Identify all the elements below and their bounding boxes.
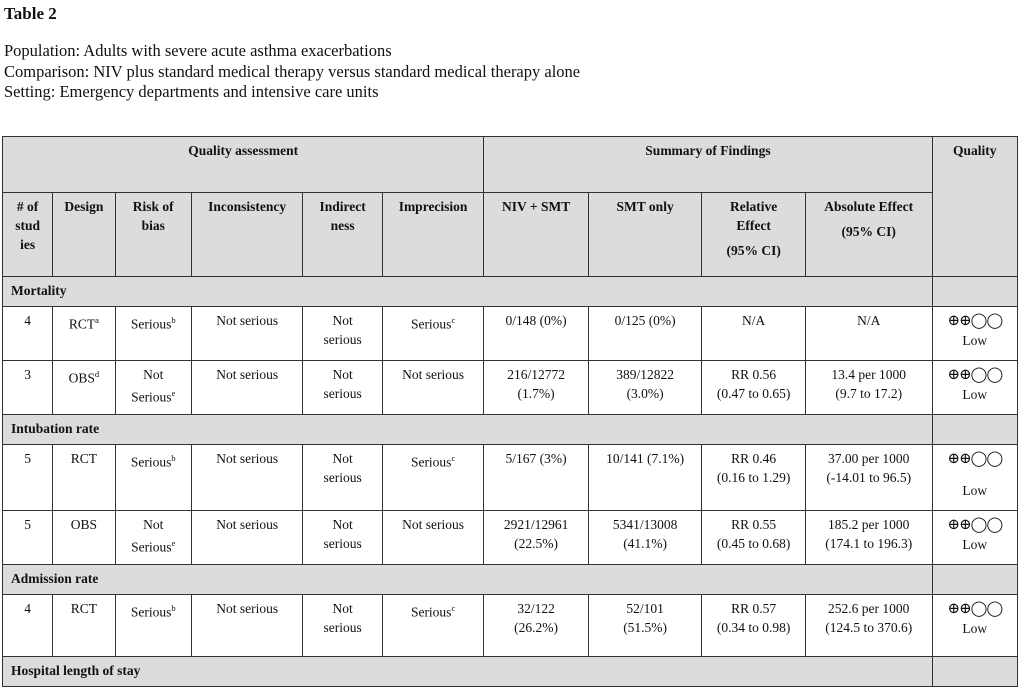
footnote-marker: c [451,603,456,613]
cell-niv-smt: 32/122 (26.2%) [484,595,589,657]
section-row [3,657,1018,687]
cell-indirectness: Not serious [303,511,382,565]
cell-quality [932,511,1017,565]
cell-indirectness: Not serious [303,307,382,361]
col-studies: # of stud ies [3,193,53,277]
cell-risk-of-bias: Serious$^b$ [115,595,191,657]
cell-inconsistency: Not serious [191,307,303,361]
cell-risk-of-bias: Not Serious$^e$ [115,511,191,565]
certainty-rating-icon: ⊕⊕◯◯ [947,451,1003,467]
cell-relative-effect: RR 0.55 (0.45 to 0.68) [702,511,805,565]
footnote-marker: e [171,538,176,548]
cell-design: OBS [53,511,115,565]
cell-absolute-effect: N/A [805,307,932,361]
footnote-marker: b [171,603,176,613]
table-row [3,361,1018,415]
cell-imprecision: Serious$^c$ [382,307,484,361]
col-niv: NIV + SMT [484,193,589,277]
table-row [3,307,1018,361]
cell-quality [932,595,1017,657]
group-header-row [3,137,1018,193]
cell-quality [932,445,1017,511]
cell-inconsistency: Not serious [191,511,303,565]
col-risk: Risk of bias [115,193,191,277]
footnote-marker: b [171,453,176,463]
cell-quality [932,361,1017,415]
cell-imprecision: Serious$^c$ [382,595,484,657]
certainty-rating-icon: ⊕⊕◯◯ [947,601,1003,617]
cell-quality [932,307,1017,361]
section-admission: Admission rate [3,565,933,595]
quality-label: Low [962,387,988,402]
col-design: Design [53,193,115,277]
cell-design: RCT [53,445,115,511]
cell-design: RCT$^a$ [53,307,115,361]
section-row [3,565,1018,595]
col-inconsistency: Inconsistency [191,193,303,277]
cell-absolute-effect: 13.4 per 1000 (9.7 to 17.2) [805,361,932,415]
certainty-rating-icon: ⊕⊕◯◯ [947,367,1003,383]
col-smt: SMT only [588,193,702,277]
cell-relative-effect: RR 0.57 (0.34 to 0.98) [702,595,805,657]
cell-smt-only: 0/125 (0%) [588,307,702,361]
cell-absolute-effect: 252.6 per 1000 (124.5 to 370.6) [805,595,932,657]
cell-relative-effect: RR 0.56 (0.47 to 0.65) [702,361,805,415]
quality-header: Quality [932,137,1017,277]
cell-niv-smt: 5/167 (3%) [484,445,589,511]
col-imprecision: Imprecision [382,193,484,277]
table-title: Table 2 [4,4,57,23]
cell-inconsistency: Not serious [191,595,303,657]
cell-relative-effect: N/A [702,307,805,361]
cell-studies: 5 [3,511,53,565]
cell-niv-smt: 2921/12961 (22.5%) [484,511,589,565]
cell-risk-of-bias: Not Serious$^e$ [115,361,191,415]
cell-indirectness: Not serious [303,361,382,415]
footnote-marker: d [94,369,100,379]
cell-imprecision: Not serious [382,511,484,565]
cell-studies: 5 [3,445,53,511]
footnote-marker: a [95,315,99,325]
cell-smt-only: 52/101 (51.5%) [588,595,702,657]
section-mortality: Mortality [3,277,933,307]
certainty-rating-icon: ⊕⊕◯◯ [947,517,1003,533]
cell-smt-only: 389/12822 (3.0%) [588,361,702,415]
cell-indirectness: Not serious [303,445,382,511]
cell-smt-only: 5341/13008 (41.1%) [588,511,702,565]
quality-label: Low [962,621,988,636]
cell-imprecision: Serious$^c$ [382,445,484,511]
cell-niv-smt: 216/12772 (1.7%) [484,361,589,415]
cell-studies: 4 [3,307,53,361]
setting-line: Setting: Emergency departments and intensive care units [4,82,379,101]
cell-absolute-effect: 37.00 per 1000 (-14.01 to 96.5) [805,445,932,511]
comparison-line: Comparison: NIV plus standard medical therapy versus standard medical therapy alone [4,61,581,81]
column-header-row [3,193,1018,277]
section-row [3,415,1018,445]
grade-table [2,136,1018,687]
certainty-rating-icon: ⊕⊕◯◯ [947,313,1003,329]
quality-assessment-header: Quality assessment [3,137,484,193]
cell-risk-of-bias: Serious$^b$ [115,445,191,511]
quality-label: Low [962,483,988,498]
footnote-marker: c [451,315,456,325]
table-row [3,595,1018,657]
cell-niv-smt: 0/148 (0%) [484,307,589,361]
section-los: Hospital length of stay [3,657,933,687]
section-row [3,277,1018,307]
table-row [3,511,1018,565]
footnote-marker: c [451,453,456,463]
population-line: Population: Adults with severe acute asthma exacerbations [4,41,392,60]
footnote-marker: e [171,388,176,398]
table-row [3,445,1018,511]
cell-imprecision: Not serious [382,361,484,415]
cell-risk-of-bias: Serious$^b$ [115,307,191,361]
summary-header: Summary of Findings [484,137,932,193]
cell-smt-only: 10/141 (7.1%) [588,445,702,511]
section-intubation: Intubation rate [3,415,933,445]
cell-inconsistency: Not serious [191,361,303,415]
cell-design: OBS$^d$ [53,361,115,415]
footnote-marker: b [171,315,176,325]
cell-relative-effect: RR 0.46 (0.16 to 1.29) [702,445,805,511]
cell-studies: 4 [3,595,53,657]
col-absolute: Absolute Effect (95% CI) [805,193,932,277]
cell-absolute-effect: 185.2 per 1000 (174.1 to 196.3) [805,511,932,565]
col-indirectness: Indirect ness [303,193,382,277]
table-meta [4,41,580,103]
cell-inconsistency: Not serious [191,445,303,511]
quality-label: Low [962,333,988,348]
cell-indirectness: Not serious [303,595,382,657]
col-relative: Relative Effect (95% CI) [702,193,805,277]
quality-label: Low [962,537,988,552]
cell-design: RCT [53,595,115,657]
cell-studies: 3 [3,361,53,415]
